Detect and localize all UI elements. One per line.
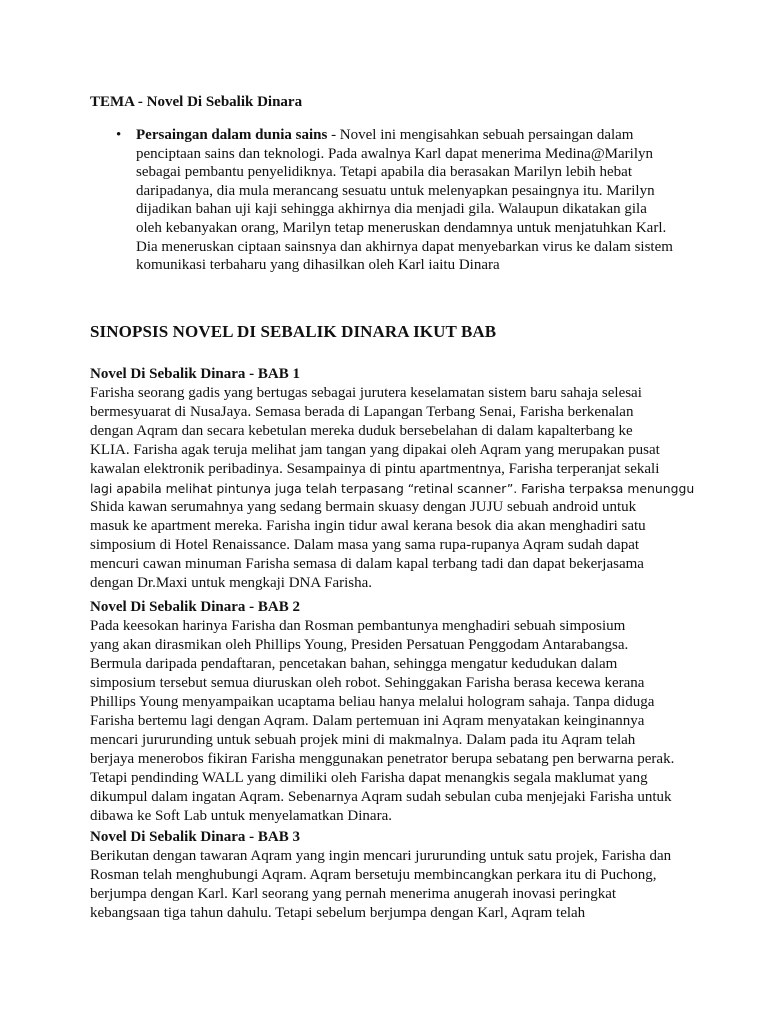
bullet-line-5: oleh kebanyakan orang, Marilyn tetap meneruskan dendamnya untuk menjatuhkan Karl. <box>136 219 667 236</box>
bullet-text <box>136 126 736 275</box>
chapter-heading: Novel Di Sebalik Dinara - BAB 1 <box>90 366 301 382</box>
chapter-line: mencari jururunding untuk sebuah projek mini di makmalnya. Dalam pada itu Aqram telah <box>90 732 636 748</box>
chapter-line: mencuri cawan minuman Farisha semasa di dalam kapal terbang tadi dan dapat bekerjasama <box>90 556 644 572</box>
chapter-line: simposium tersebut semua diuruskan oleh robot. Sehinggakan Farisha berasa kecewa kerana <box>90 675 645 691</box>
chapter-line: KLIA. Farisha agak teruja melihat jam tangan yang dipakai oleh Aqram yang merupakan pusat <box>90 442 660 458</box>
bullet-line <box>136 126 736 145</box>
chapter-line: Farisha bertemu lagi dengan Aqram. Dalam pertemuan ini Aqram menyatakan keinginannya <box>90 713 645 729</box>
bullet-dot-icon: • <box>116 127 122 143</box>
bullet-line-1: penciptaan sains dan teknologi. Pada awalnya Karl dapat menerima Medina@Marilyn <box>136 145 653 162</box>
chapter-line: lagi apabila melihat pintunya juga telah terpasang “retinal scanner”. Farisha terpaksa menunggu <box>90 481 695 496</box>
chapter-line: simposium di Hotel Renaissance. Dalam masa yang sama rupa-rupanya Aqram sudah dapat <box>90 537 640 553</box>
tema-heading <box>90 93 302 112</box>
chapter-line: Pada keesokan harinya Farisha dan Rosman pembantunya menghadiri sebuah simposium <box>90 618 626 634</box>
chapter-line: dikumpul dalam ingatan Aqram. Sebenarnya Aqram sudah sebulan cuba menjejaki Farisha untuk <box>90 789 672 805</box>
sinopsis-heading: SINOPSIS NOVEL DI SEBALIK DINARA IKUT BAB <box>90 322 497 341</box>
chapter-bab-2 <box>90 598 730 826</box>
chapter-line: berjumpa dengan Karl. Karl seorang yang pernah menerima anugerah inovasi peringkat <box>90 886 617 902</box>
chapter-line: kawalan elektronik peribadinya. Sesampainya di pintu apartmentnya, Farisha terperanjat sekali <box>90 461 660 477</box>
bullet-title: Persaingan dalam dunia sains <box>136 127 328 143</box>
chapter-line: Tetapi pendinding WALL yang dimiliki oleh Farisha dapat menangkis segala maklumat yang <box>90 770 648 786</box>
bullet-line-4: dijadikan bahan uji kaji sehingga akhirnya dia menjadi gila. Walaupun dikatakan gila <box>136 201 647 218</box>
chapter-heading: Novel Di Sebalik Dinara - BAB 2 <box>90 599 301 615</box>
chapter-line: Phillips Young menyampaikan ucaptama beliau hanya melalui hologram sahaja. Tanpa diduga <box>90 694 655 710</box>
chapter-line: yang akan dirasmikan oleh Phillips Young, Presiden Persatuan Penggodam Antarabangsa. <box>90 637 629 653</box>
chapter-line: dengan Dr.Maxi untuk mengkaji DNA Farisha. <box>90 575 373 591</box>
chapter-line: bermesyuarat di NusaJaya. Semasa berada di Lapangan Terbang Senai, Farisha berkenalan <box>90 404 634 420</box>
chapter-line: Shida kawan serumahnya yang sedang bermain skuasy dengan JUJU sebuah android untuk <box>90 499 637 515</box>
bullet-line-2: sebagai pembantu penyelidiknya. Tetapi apabila dia berasakan Marilyn lebih hebat <box>136 164 632 181</box>
chapter-line: Farisha seorang gadis yang bertugas sebagai jurutera keselamatan sistem baru sahaja selesai <box>90 385 642 401</box>
bullet-line-3: daripadanya, dia mula merancang sesuatu untuk melenyapkan pesaingnya itu. Marilyn <box>136 182 655 199</box>
chapter-line: Bermula daripada pendaftaran, pencetakan bahan, sehingga mengatur kedudukan dalam <box>90 656 618 672</box>
chapter-line: masuk ke apartment mereka. Farisha ingin tidur awal kerana besok dia akan menghadiri satu <box>90 518 646 534</box>
chapter-line: dengan Aqram dan secara kebetulan mereka duduk bersebelahan di dalam kapalterbang ke <box>90 423 633 439</box>
chapter-line: kebangsaan tiga tahun dahulu. Tetapi sebelum berjumpa dengan Karl, Aqram telah <box>90 905 586 921</box>
bullet-line-0: - Novel ini mengisahkan sebuah persaingan dalam <box>327 127 634 143</box>
tema-label: TEMA - Novel Di Sebalik Dinara <box>90 94 303 110</box>
bullet-line-7: komunikasi terbaharu yang dihasilkan oleh Karl iaitu Dinara <box>136 257 500 274</box>
chapter-line: Berikutan dengan tawaran Aqram yang ingin mencari jururunding untuk satu projek, Farisha dan <box>90 848 672 864</box>
chapter-line: berjaya menerobos fikiran Farisha menggunakan penetrator berupa sebatang pen berwarna perak. <box>90 751 675 767</box>
chapter-bab-1 <box>90 365 730 593</box>
chapter-heading: Novel Di Sebalik Dinara - BAB 3 <box>90 829 301 845</box>
chapter-bab-3 <box>90 828 730 923</box>
chapter-line: dibawa ke Soft Lab untuk menyelamatkan Dinara. <box>90 808 392 824</box>
bullet-line-6: Dia meneruskan ciptaan sainsnya dan akhirnya dapat menyebarkan virus ke dalam sistem <box>136 238 673 255</box>
chapter-line: Rosman telah menghubungi Aqram. Aqram bersetuju membincangkan perkara itu di Puchong, <box>90 867 657 883</box>
